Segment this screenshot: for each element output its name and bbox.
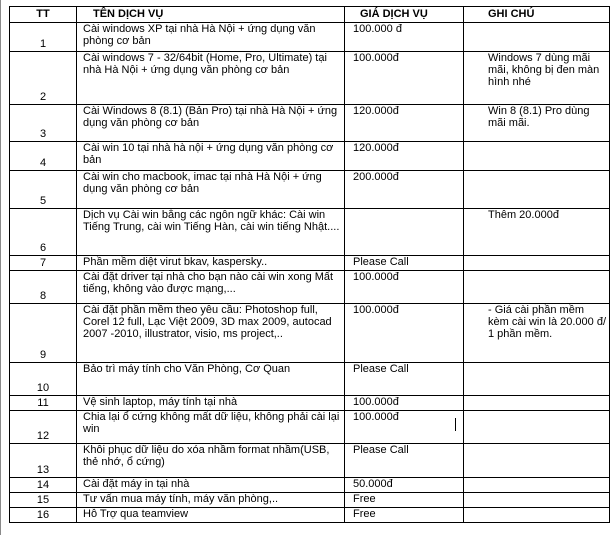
- price-cell: Please Call: [345, 363, 464, 396]
- note-cell: [464, 396, 610, 411]
- row-number: 6: [10, 209, 77, 256]
- service-name-cell: Bảo trì máy tính cho Văn Phòng, Cơ Quan: [77, 363, 345, 396]
- service-name-cell: Cài đặt máy in tại nhà: [77, 478, 345, 493]
- service-name-cell: Tư vấn mua máy tính, máy văn phòng,..: [77, 493, 345, 508]
- service-name-cell: Vệ sinh laptop, máy tính tại nhà: [77, 396, 345, 411]
- price-cell: 100.000đ: [345, 52, 464, 105]
- service-name-cell: Cài đặt phần mềm theo yêu cầu: Photoshop full, Corel 12 full, Lạc Việt 2009, 3D max 2009, autocad 2007 -2010, illustrator, visio, ms project,..: [77, 304, 345, 363]
- note-cell: [464, 493, 610, 508]
- price-cell: Free: [345, 493, 464, 508]
- price-cell: 100.000đ: [345, 411, 464, 444]
- row-number: 3: [10, 105, 77, 142]
- note-cell: [464, 23, 610, 52]
- service-name-cell: Cài Windows 8 (8.1) (Bản Pro) tại nhà Hà Nội + ứng dụng văn phòng cơ bản: [77, 105, 345, 142]
- service-name-cell: Khôi phục dữ liệu do xóa nhầm format nhầm(USB, thẻ nhớ, ổ cứng): [77, 444, 345, 478]
- note-cell: - Giá cài phần mềm kèm cài win là 20.000 đ/ 1 phần mềm.: [464, 304, 610, 363]
- page-edge: [0, 0, 1, 535]
- table-row: [10, 171, 610, 209]
- price-cell: 120.000đ: [345, 105, 464, 142]
- note-cell: [464, 142, 610, 171]
- row-number: 9: [10, 304, 77, 363]
- table-row: [10, 363, 610, 396]
- note-cell: Thêm 20.000đ: [464, 209, 610, 256]
- row-number: 16: [10, 508, 77, 523]
- note-cell: Win 8 (8.1) Pro dùng mãi mãi.: [464, 105, 610, 142]
- table-row: [10, 396, 610, 411]
- service-name-cell: Chia lại ổ cứng không mất dữ liệu, không phải cài lại win: [77, 411, 345, 444]
- row-number: 12: [10, 411, 77, 444]
- row-number: 2: [10, 52, 77, 105]
- note-cell: Windows 7 dùng mãi mãi, không bị đen màn hình nhé: [464, 52, 610, 105]
- note-cell: [464, 171, 610, 209]
- price-cell: 100.000đ: [345, 271, 464, 304]
- note-cell: [464, 363, 610, 396]
- row-number: 1: [10, 23, 77, 52]
- price-cell: 120.000đ: [345, 142, 464, 171]
- service-name-cell: Dịch vụ Cài win bằng các ngôn ngữ khác: Cài win Tiếng Trung, cài win Tiếng Hàn, cài win tiếng Nhật....: [77, 209, 345, 256]
- table-row: [10, 304, 610, 363]
- price-cell: [345, 209, 464, 256]
- service-price-table: [9, 6, 610, 523]
- table-row: [10, 508, 610, 523]
- price-cell: 100.000 đ: [345, 23, 464, 52]
- service-name-cell: Cài windows XP tại nhà Hà Nội + ứng dụng văn phòng cơ bản: [77, 23, 345, 52]
- note-cell: [464, 271, 610, 304]
- table-row: [10, 105, 610, 142]
- price-cell: 100.000đ: [345, 396, 464, 411]
- price-cell: 50.000đ: [345, 478, 464, 493]
- header-note: GHI CHÚ: [464, 7, 610, 23]
- note-cell: [464, 478, 610, 493]
- table-row: [10, 52, 610, 105]
- price-cell: 200.000đ: [345, 171, 464, 209]
- table-row: [10, 209, 610, 256]
- service-name-cell: Phần mềm diệt virut bkav, kaspersky..: [77, 256, 345, 271]
- note-cell: [464, 444, 610, 478]
- service-name-cell: Cài win 10 tại nhà hà nội + ứng dụng văn phòng cơ bản: [77, 142, 345, 171]
- table-row: [10, 444, 610, 478]
- row-number: 14: [10, 478, 77, 493]
- note-cell: [464, 411, 610, 444]
- row-number: 13: [10, 444, 77, 478]
- row-number: 4: [10, 142, 77, 171]
- service-name-cell: Cài windows 7 - 32/64bit (Home, Pro, Ultimate) tại nhà Hà Nội + ứng dụng văn phòng cơ bản: [77, 52, 345, 105]
- row-number: 11: [10, 396, 77, 411]
- table-row: [10, 493, 610, 508]
- header-service-name: TÊN DỊCH VỤ: [77, 7, 345, 23]
- header-price: GIÁ DỊCH VỤ: [345, 7, 464, 23]
- note-cell: [464, 256, 610, 271]
- table-row: [10, 256, 610, 271]
- note-cell: [464, 508, 610, 523]
- text-cursor: [455, 418, 456, 431]
- price-cell: 100.000đ: [345, 304, 464, 363]
- price-cell: Please Call: [345, 256, 464, 271]
- service-name-cell: Cài win cho macbook, imac tại nhà Hà Nội + ứng dụng văn phòng cơ bản: [77, 171, 345, 209]
- row-number: 5: [10, 171, 77, 209]
- row-number: 10: [10, 363, 77, 396]
- table-row: [10, 478, 610, 493]
- service-name-cell: Cài đặt driver tại nhà cho bạn nào cài win xong Mất tiếng, không vào được mạng,...: [77, 271, 345, 304]
- header-row: [10, 7, 610, 23]
- price-cell: Please Call: [345, 444, 464, 478]
- row-number: 7: [10, 256, 77, 271]
- header-tt: TT: [10, 7, 77, 23]
- table-row: [10, 142, 610, 171]
- row-number: 15: [10, 493, 77, 508]
- row-number: 8: [10, 271, 77, 304]
- table-row: [10, 271, 610, 304]
- price-cell: Free: [345, 508, 464, 523]
- table-row: [10, 23, 610, 52]
- table-row: [10, 411, 610, 444]
- service-name-cell: Hỗ Trợ qua teamview: [77, 508, 345, 523]
